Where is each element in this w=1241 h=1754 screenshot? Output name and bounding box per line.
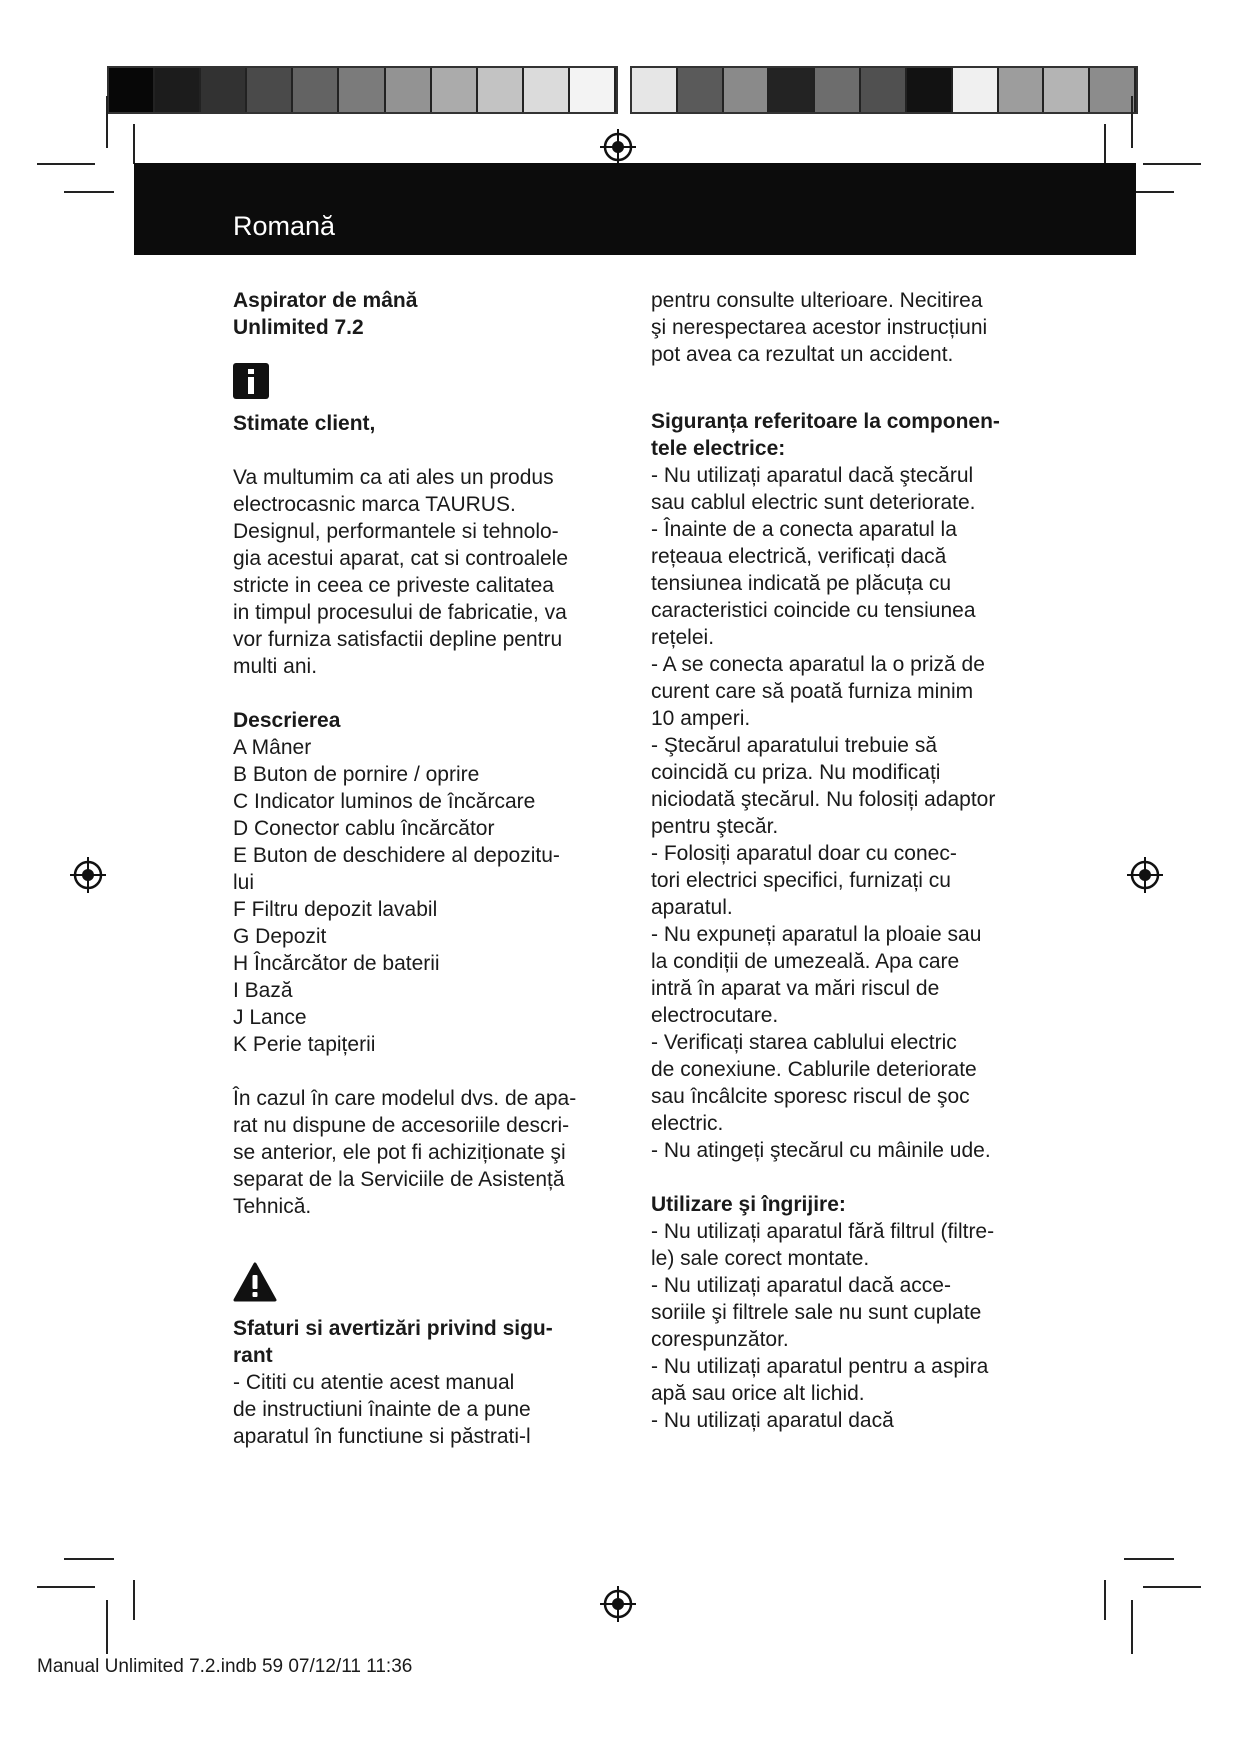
electrical-safety-heading: Siguranța referitoare la componen- tele electrice: <box>651 410 1000 460</box>
description-item: C Indicator luminos de încărcare <box>233 790 536 813</box>
crop-mark <box>106 1600 108 1654</box>
safety-item: - Înainte de a conecta aparatul la rețeaua electrică, verificați dacă tensiunea indicată pe plăcuța cu caracteristici coincide cu tensiunea rețelei. <box>651 518 976 649</box>
safety-item: - A se conecta aparatul la o priză de curent care să poată furniza minim 10 amperi. <box>651 653 985 730</box>
color-calibration-strip-left <box>107 66 618 114</box>
calibration-swatch <box>109 68 155 112</box>
safety-heading: Sfaturi si avertizări privind sigu- rant <box>233 1317 553 1367</box>
crop-mark <box>37 163 95 165</box>
calibration-swatch <box>861 68 907 112</box>
usage-item: - Nu utilizați aparatul pentru a aspira apă sau orice alt lichid. <box>651 1355 989 1405</box>
calibration-swatch <box>570 68 616 112</box>
calibration-swatch <box>953 68 999 112</box>
calibration-swatch <box>201 68 247 112</box>
crop-mark <box>133 124 135 164</box>
calibration-swatch <box>769 68 815 112</box>
crop-mark <box>133 1580 135 1620</box>
calibration-swatch <box>339 68 385 112</box>
calibration-swatch <box>432 68 478 112</box>
calibration-swatch <box>724 68 770 112</box>
registration-mark-right <box>1125 855 1165 895</box>
calibration-swatch <box>155 68 201 112</box>
crop-mark <box>64 191 114 193</box>
info-icon <box>233 363 269 399</box>
registration-mark-left <box>68 855 108 895</box>
continuation-paragraph: pentru consulte ulterioare. Necitirea şi nerespectarea acestor instrucțiuni pot avea ca rezultat un accident. <box>651 289 988 366</box>
crop-mark <box>1104 1580 1106 1620</box>
calibration-swatch <box>524 68 570 112</box>
safety-intro: - Cititi cu atentie acest manual de instructiuni înainte de a pune aparatul în functiune si păstrati-l <box>233 1371 531 1448</box>
description-item: H Încărcător de baterii <box>233 952 440 975</box>
crop-mark <box>37 1586 95 1588</box>
crop-mark <box>1124 1558 1174 1560</box>
calibration-swatch <box>1090 68 1136 112</box>
description-item: G Depozit <box>233 925 327 948</box>
crop-mark <box>106 96 108 148</box>
usage-item: - Nu utilizați aparatul dacă acce- soriile şi filtrele sale nu sunt cuplate corespunzător. <box>651 1274 982 1351</box>
color-calibration-strip-right <box>630 66 1138 114</box>
calibration-swatch <box>815 68 861 112</box>
description-item: E Buton de deschidere al depozitu- lui <box>233 844 560 894</box>
registration-mark-top <box>598 127 638 167</box>
calibration-swatch <box>678 68 724 112</box>
safety-item: - Nu utilizați aparatul dacă ştecărul sau cablul electric sunt deteriorate. <box>651 464 976 514</box>
description-item: D Conector cablu încărcător <box>233 817 495 840</box>
warning-icon <box>233 1262 277 1302</box>
greeting: Stimate client, <box>233 412 376 435</box>
registration-mark-bottom <box>598 1584 638 1624</box>
description-item: I Bază <box>233 979 293 1002</box>
usage-item: - Nu utilizați aparatul fără filtrul (filtre- le) sale corect montate. <box>651 1220 995 1270</box>
intro-paragraph: Va multumim ca ati ales un produs electrocasnic marca TAURUS. Designul, performantele si tehnolo- gia acestui aparat, cat si controalele stricte in ceea ce priveste calitatea in timpul procesului de fabricatie, va vor furniza satisfactii depline pentru multi ani. <box>233 466 569 678</box>
crop-mark <box>1143 1586 1201 1588</box>
safety-item: - Ştecărul aparatului trebuie să coincidă cu priza. Nu modificați niciodată ştecărul. Nu folosiți adaptor pentru ştecăr. <box>651 734 996 838</box>
usage-list <box>651 1218 1061 1434</box>
crop-mark <box>1143 163 1201 165</box>
usage-item: - Nu utilizați aparatul dacă <box>651 1409 894 1432</box>
print-slug-footer: Manual Unlimited 7.2.indb 59 07/12/11 11:36 <box>37 1656 413 1677</box>
description-item: B Buton de pornire / oprire <box>233 763 480 786</box>
safety-item: - Folosiți aparatul doar cu conec- tori electrici specifici, furnizați cu aparatul. <box>651 842 957 919</box>
language-title: Romană <box>233 211 336 241</box>
calibration-swatch <box>478 68 524 112</box>
safety-item: - Nu atingeți ştecărul cu mâinile ude. <box>651 1139 991 1162</box>
description-heading: Descrierea <box>233 709 341 732</box>
crop-mark <box>64 1558 114 1560</box>
description-item: A Mâner <box>233 736 312 759</box>
description-item: K Perie tapițerii <box>233 1033 376 1056</box>
calibration-swatch <box>907 68 953 112</box>
safety-item: - Verificați starea cablului electric de conexiune. Cablurile deteriorate sau încâlcite sporesc riscul de şoc electric. <box>651 1031 977 1135</box>
language-header-band <box>134 163 1136 255</box>
right-column <box>651 287 1061 1434</box>
calibration-swatch <box>999 68 1045 112</box>
crop-mark <box>1131 96 1133 148</box>
electrical-safety-list <box>651 462 1061 1164</box>
left-column <box>233 287 628 1450</box>
description-item: J Lance <box>233 1006 307 1029</box>
calibration-swatch <box>247 68 293 112</box>
calibration-swatch <box>632 68 678 112</box>
description-item: F Filtru depozit lavabil <box>233 898 438 921</box>
description-list <box>233 734 628 1058</box>
calibration-swatch <box>1044 68 1090 112</box>
calibration-swatch <box>386 68 432 112</box>
accessories-note: În cazul în care modelul dvs. de apa- rat nu dispune de accesoriile descri- se anterior, ele pot fi achiziționate şi separat de la Serviciile de Asistență Tehnică. <box>233 1087 577 1218</box>
crop-mark <box>1131 1600 1133 1654</box>
usage-heading: Utilizare şi îngrijire: <box>651 1193 846 1216</box>
calibration-swatch <box>293 68 339 112</box>
product-title: Aspirator de mână Unlimited 7.2 <box>233 289 418 339</box>
safety-item: - Nu expuneți aparatul la ploaie sau la condiții de umezeală. Apa care intră în aparat va mări riscul de electrocutare. <box>651 923 982 1027</box>
